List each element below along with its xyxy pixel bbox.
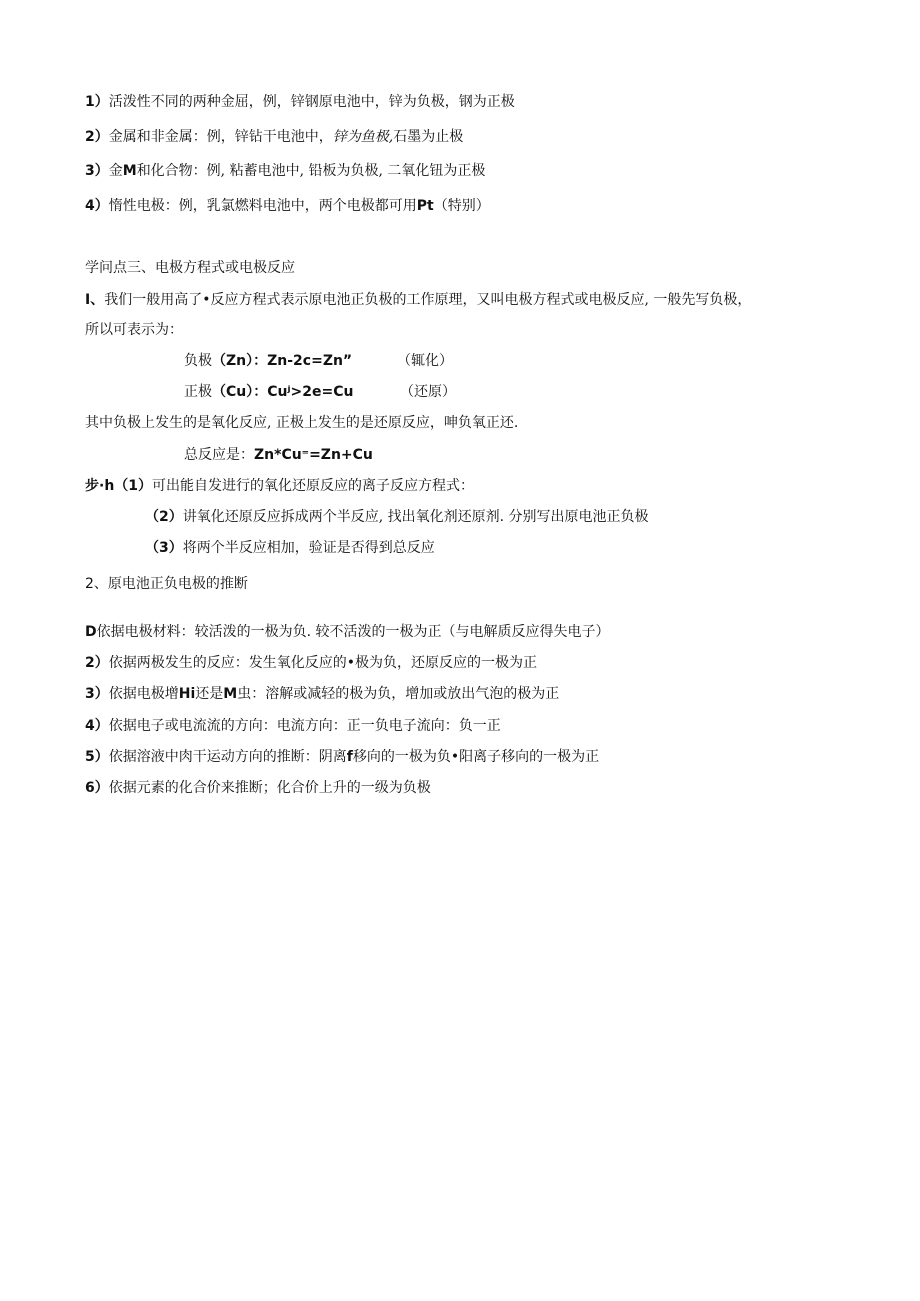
paragraph-number: I、 bbox=[85, 292, 105, 308]
step-3 bbox=[145, 538, 435, 558]
equation-note: （还原） bbox=[400, 384, 456, 400]
item-text-bold: Hi bbox=[178, 686, 196, 702]
list-item-4 bbox=[85, 196, 490, 216]
item-text: （特别） bbox=[433, 198, 490, 214]
item-text: 活泼性不同的两种金屈，例，锌钢原电池中，锌为负极，钢为正极 bbox=[108, 94, 515, 110]
list-item-5 bbox=[85, 747, 599, 767]
paragraph-line: 所以可表示为： bbox=[85, 322, 183, 338]
item-number: 2） bbox=[85, 129, 109, 145]
equation-label: 负极 bbox=[184, 353, 212, 369]
paragraph-text: 我们一般用高了•反应方程式表示原电池正负极的工作原理，又叫电极方程式或电极反应, 一般先写负极， bbox=[104, 292, 752, 308]
equation-note: （辄化） bbox=[397, 353, 453, 369]
item-number: 4） bbox=[85, 718, 109, 734]
item-text-bold: Pt bbox=[416, 198, 434, 214]
section-title: 2、原电池正负电极的推断 bbox=[85, 576, 248, 592]
item-text-bold: M bbox=[122, 163, 137, 179]
equation-label: 总反应是： bbox=[184, 447, 254, 463]
item-number: 3） bbox=[85, 163, 109, 179]
item-text: 移向的一极为负•阳离子移向的一极为正 bbox=[352, 749, 600, 765]
item-text-italic: 锌为鱼极, bbox=[332, 129, 394, 145]
step-number: （3） bbox=[145, 540, 183, 556]
positive-electrode-equation bbox=[184, 382, 354, 402]
item-number: 2） bbox=[85, 655, 109, 671]
item-text: 金 bbox=[108, 163, 123, 179]
item-text: 惰性电极：例，乳氯燃料电池中，两个电极都可用 bbox=[108, 198, 417, 214]
item-number: 1） bbox=[85, 94, 109, 110]
item-text: 还是 bbox=[195, 686, 224, 702]
list-item-2 bbox=[85, 653, 537, 673]
list-item-2 bbox=[85, 127, 463, 147]
item-text: 依据电子或电流流的方向：电流方向：正一负电子流向：负一正 bbox=[108, 718, 501, 734]
item-number: D bbox=[85, 624, 97, 640]
item-text: 依据溶液中肉干运动方向的推断：阴离 bbox=[108, 749, 347, 765]
item-text-bold: f bbox=[346, 749, 353, 765]
list-item-3 bbox=[85, 684, 559, 704]
item-text: 和化合物：例, 粘蓄电池中, 铅板为负极, 二氧化钮为正极 bbox=[136, 163, 486, 179]
list-item-1 bbox=[85, 92, 515, 112]
item-text: 石墨为止极 bbox=[393, 129, 464, 145]
item-text: 虫：溶解或减轻的极为负，增加或放出气泡的极为正 bbox=[237, 686, 560, 702]
item-text: 金属和非金属：例，锌钻干电池中， bbox=[108, 129, 333, 145]
step-text: 可出能自发进行的氧化还原反应的离子反应方程式： bbox=[152, 478, 475, 494]
list-item-1 bbox=[85, 622, 610, 642]
list-item-3 bbox=[85, 161, 485, 181]
total-reaction bbox=[184, 445, 373, 465]
paragraph-line bbox=[85, 290, 751, 310]
item-text-bold: M bbox=[223, 686, 238, 702]
equation-formula: （Zn）：Zn-2c=Zn” bbox=[212, 353, 353, 369]
step-number: （2） bbox=[145, 509, 183, 525]
equation-formula: Zn*Cu⁼=Zn+Cu bbox=[254, 447, 373, 463]
item-number: 4） bbox=[85, 198, 109, 214]
step-prefix: 步·h（1） bbox=[85, 478, 153, 494]
list-item-6 bbox=[85, 778, 431, 798]
step-text: 讲氧化还原反应拆成两个半反应, 找出氧化剂还原剂. 分别写出原电池正负极 bbox=[182, 509, 649, 525]
item-text: 依据电极材料：较活泼的一极为负. 较不活泼的一极为正（与电解质反应得失电子） bbox=[96, 624, 610, 640]
section-title: 学问点三、电极方程式或电极反应 bbox=[85, 260, 295, 276]
negative-electrode-equation bbox=[184, 351, 352, 371]
item-text: 依据电极增 bbox=[108, 686, 179, 702]
item-number: 5） bbox=[85, 749, 109, 765]
step-2 bbox=[145, 507, 649, 527]
list-item-4 bbox=[85, 716, 501, 736]
item-number: 3） bbox=[85, 686, 109, 702]
step-text: 将两个半反应相加，验证是否得到总反应 bbox=[182, 540, 435, 556]
item-text: 依据元素的化合价来推断；化合价上升的一级为负极 bbox=[108, 780, 431, 796]
paragraph-line: 其中负极上发生的是氧化反应, 正极上发生的是还原反应，呻负氧正还. bbox=[85, 415, 519, 431]
equation-formula: （Cu）：Cuʲ>2e=Cu bbox=[212, 384, 354, 400]
step-1 bbox=[85, 476, 474, 496]
equation-label: 正极 bbox=[184, 384, 212, 400]
item-text: 依据两极发生的反应：发生氧化反应的•极为负，还原反应的一极为正 bbox=[108, 655, 538, 671]
item-number: 6） bbox=[85, 780, 109, 796]
